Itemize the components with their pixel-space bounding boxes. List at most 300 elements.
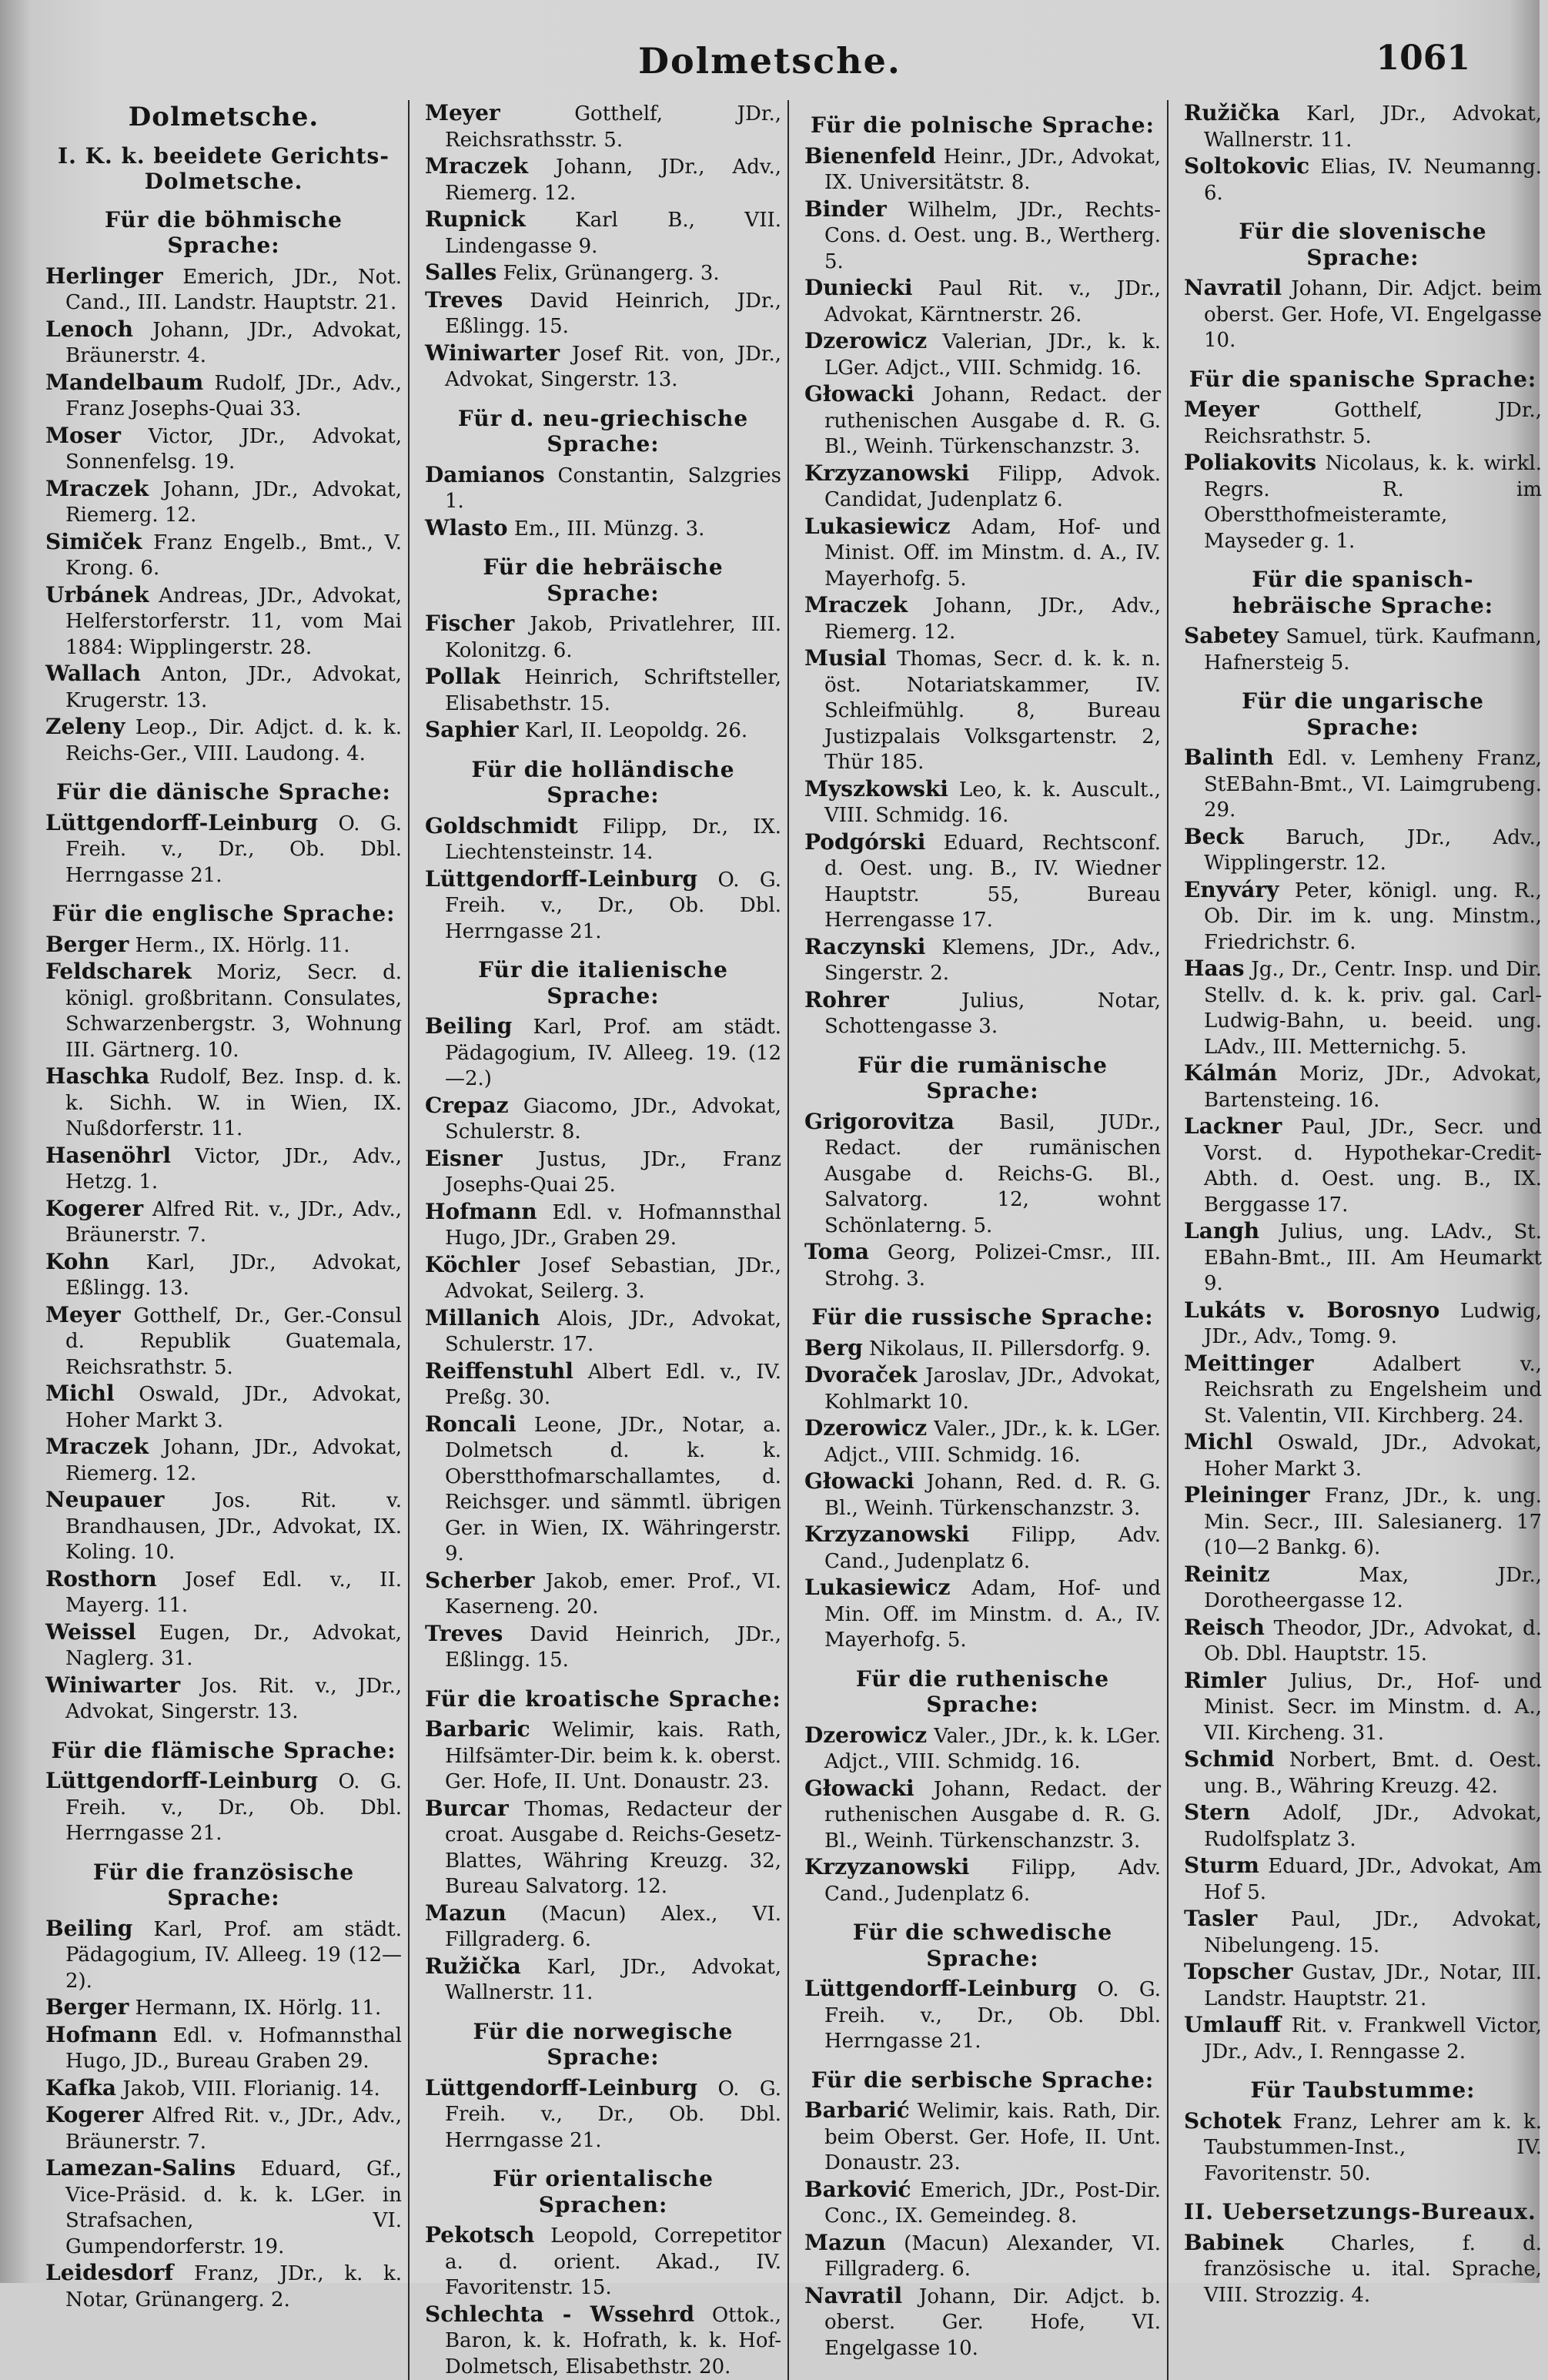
entry-name: Enyváry [1184, 877, 1279, 902]
entry-details: Basil, JUDr., Redact. der rumänischen Ausgabe d. Reichs-G. Bl., Salvatorg. 12, wohnt Schönlaterng. 5. [824, 1111, 1161, 1237]
directory-entry [804, 829, 1161, 934]
section-heading: Für die ungarische Sprache: [1184, 688, 1542, 740]
directory-entry [804, 776, 1161, 829]
entry-details: Nikolaus, II. Pillersdorfg. 9. [869, 1337, 1151, 1361]
entry-details: Wilhelm, JDr., Rechts-Cons. d. Oest. ung. B., Wertherg. 5. [824, 199, 1161, 273]
entry-details: O. G. Freih. v., Dr., Ob. Dbl. Herrngasse 21. [65, 812, 402, 887]
entry-details: Jg., Dr., Centr. Insp. und Dir. Stellv. d. k. k. priv. gal. Carl-Ludwig-Bahn, u. beeid. ung. LAdv., III. Metternichg. 5. [1204, 958, 1542, 1059]
entry-details: Karl, II. Leopoldg. 26. [525, 719, 747, 742]
entry-details: Baruch, JDr., Adv., Wipplingerstr. 12. [1204, 826, 1542, 875]
entry-name: Umlauff [1184, 2012, 1281, 2037]
entry-name: Feldscharek [45, 959, 192, 984]
entry-name: Damianos [425, 462, 545, 487]
entry-details: Felix, Grünangerg. 3. [503, 262, 719, 285]
entry-name: Navratil [804, 2283, 902, 2308]
entry-details: Johann, JDr., Advokat, Riemerg. 12. [65, 1436, 402, 1485]
entry-details: Em., III. Münzg. 3. [514, 517, 705, 541]
section-heading: Für Taubstumme: [1184, 2077, 1542, 2104]
entry-name: Mraczek [45, 476, 149, 501]
directory-entry [45, 714, 402, 767]
entry-name: Crepaz [425, 1093, 508, 1118]
directory-entry [1184, 1218, 1542, 1297]
entry-details: Karl, JDr., Advokat, Eßlingg. 13. [65, 1251, 402, 1300]
directory-entry [1184, 877, 1542, 956]
entry-details: Moriz, JDr., Advokat, Bartensteing. 16. [1204, 1063, 1542, 1112]
directory-entry [425, 287, 781, 340]
entry-name: Lukasiewicz [804, 1575, 951, 1600]
entry-details: Valerian, JDr., k. k. LGer. Adjct., VIII. Schmidg. 16. [824, 330, 1161, 380]
entry-details: Thomas, Redacteur der croat. Ausgabe d. Reichs-Gesetz-Blattes, Währing Kreuzg. 32, Bureau Salvatorg. 12. [445, 1798, 781, 1899]
entry-details: Elias, IV. Neumanng. 6. [1204, 156, 1542, 205]
entry-name: Michl [1184, 1429, 1253, 1454]
directory-entry [425, 611, 781, 664]
entry-name: Lüttgendorff-Leinburg [804, 1976, 1077, 2001]
entry-name: Musial [804, 645, 887, 671]
entry-details: Julius, Dr., Hof- und Minist. Secr. im Minstm. d. A., VII. Kircheng. 31. [1204, 1670, 1542, 1745]
directory-entry [425, 1305, 781, 1358]
directory-entry [804, 987, 1161, 1040]
directory-entry [804, 514, 1161, 593]
entry-name: Weissel [45, 1619, 136, 1645]
directory-entry [45, 1196, 402, 1249]
directory-entry [425, 664, 781, 717]
directory-entry [425, 1358, 781, 1411]
directory-entry [45, 1063, 402, 1143]
entry-name: Mazun [804, 2230, 886, 2255]
entry-name: Millanich [425, 1305, 540, 1331]
entry-details: Karl, Prof. am städt. Pädagogium, IV. Alleeg. 19. (12—2.) [445, 1016, 781, 1090]
page-title: Dolmetsche. [0, 40, 1540, 82]
page-number: 1061 [1376, 38, 1470, 78]
directory-entry [804, 1468, 1161, 1521]
entry-details: Gotthelf, JDr., Reichsrathstr. 5. [1204, 399, 1542, 448]
directory-entry [425, 100, 781, 153]
entry-name: Krzyzanowski [804, 1521, 969, 1547]
entry-name: Beiling [45, 1916, 132, 1941]
directory-entry [804, 592, 1161, 645]
entry-name: Pollak [425, 664, 500, 689]
entry-details: David Heinrich, JDr., Eßlingg. 15. [445, 290, 781, 339]
directory-entry [45, 529, 402, 582]
directory-entry [804, 328, 1161, 381]
entry-name: Michl [45, 1381, 115, 1406]
entry-details: Adalbert v., Reichsrath zu Engelsheim und St. Valentin, VII. Kirchberg. 24. [1204, 1353, 1542, 1428]
entry-details: Valer., JDr., k. k. LGer. Adjct., VIII. Schmidg. 16. [824, 1418, 1161, 1467]
directory-entry [45, 1768, 402, 1847]
entry-details: Emerich, JDr., Not. Cand., III. Landstr. Hauptstr. 21. [65, 266, 402, 315]
entry-name: Toma [804, 1239, 869, 1264]
entry-details: Karl, JDr., Advokat, Wallnerstr. 11. [1204, 102, 1542, 152]
section-heading: Für die slovenische Sprache: [1184, 219, 1542, 270]
section-heading: Für die spanische Sprache: [1184, 367, 1542, 393]
entry-name: Urbánek [45, 582, 149, 608]
entry-name: Pleininger [1184, 1482, 1310, 1508]
entry-details: Jakob, VIII. Florianig. 14. [122, 2077, 379, 2100]
entry-name: Barbaric [425, 1716, 530, 1742]
directory-entry [804, 143, 1161, 196]
entry-name: Haschka [45, 1063, 149, 1089]
entry-name: Babinek [1184, 2230, 1284, 2255]
entry-name: Grigorovitza [804, 1109, 955, 1134]
entry-details: Gotthelf, JDr., Reichsrathsstr. 5. [445, 102, 781, 152]
directory-entry [1184, 745, 1542, 824]
directory-entry [1184, 153, 1542, 206]
entry-details: Paul, JDr., Secr. und Vorst. d. Hypothekar-Credit-Abth. d. Oest. ung. B., IX. Berggasse 17. [1204, 1116, 1542, 1217]
directory-entry [1184, 1562, 1542, 1615]
entry-name: Balinth [1184, 745, 1274, 770]
section-heading: Für die spanisch-hebräische Sprache: [1184, 567, 1542, 618]
entry-name: Mazun [425, 1900, 507, 1926]
entry-details: Welimir, kais. Rath, Hilfsämter-Dir. beim k. k. oberst. Ger. Hofe, II. Unt. Donaustr. 23. [445, 1719, 781, 1793]
directory-entry [425, 340, 781, 393]
directory-entry [1184, 1113, 1542, 1218]
entry-details: Gotthelf, Dr., Ger.-Consul d. Republik Guatemala, Reichsrathstr. 5. [65, 1304, 402, 1379]
entry-name: Rosthorn [45, 1566, 157, 1592]
directory-entry [1184, 450, 1542, 554]
entry-details: O. G. Freih. v., Dr., Ob. Dbl. Herrngasse 21. [445, 869, 781, 943]
entry-name: Dzerowicz [804, 328, 927, 353]
entry-details: Karl, Prof. am städt. Pädagogium, IV. Alleeg. 19 (12—2). [65, 1918, 402, 1993]
entry-name: Goldschmidt [425, 813, 578, 839]
entry-details: Eugen, Dr., Advokat, Naglerg. 31. [65, 1622, 402, 1671]
directory-entry [1184, 623, 1542, 676]
directory-entry [45, 1434, 402, 1487]
entry-name: Winiwarter [425, 340, 560, 366]
column-3 [801, 100, 1169, 2380]
entry-name: Kohn [45, 1249, 109, 1274]
entry-details: Johann, JDr., Adv., Riemerg. 12. [445, 156, 781, 205]
directory-entry [425, 1621, 781, 1674]
entry-details: Paul Rit. v., JDr., Advokat, Kärntnerstr. 26. [824, 277, 1161, 326]
section-heading: Für die englische Sprache: [45, 901, 402, 927]
directory-entry [804, 2177, 1161, 2230]
directory-entry [1184, 1668, 1542, 1747]
entry-details: Jakob, emer. Prof., VI. Kaserneng. 20. [445, 1570, 781, 1619]
section-heading: Für die böhmische Sprache: [45, 207, 402, 259]
entry-name: Myszkowski [804, 776, 948, 802]
entry-name: Rohrer [804, 987, 889, 1013]
directory-entry [45, 2260, 402, 2313]
directory-entry [425, 1411, 781, 1568]
entry-name: Navratil [1184, 275, 1282, 300]
directory-entry [425, 515, 781, 543]
entry-name: Ružička [1184, 100, 1280, 126]
entry-details: Justus, JDr., Franz Josephs-Quai 25. [445, 1148, 781, 1197]
entry-details: Leop., Dir. Adjct. d. k. k. Reichs-Ger., VIII. Laudong. 4. [65, 716, 402, 765]
entry-name: Reiffenstuhl [425, 1358, 573, 1384]
directory-entry [1184, 1799, 1542, 1853]
entry-name: Wlasto [425, 515, 508, 541]
entry-name: Burcar [425, 1796, 509, 1821]
entry-details: Filipp, Dr., IX. Liechtensteinstr. 14. [445, 815, 781, 865]
directory-entry [425, 1199, 781, 1252]
entry-name: Lackner [1184, 1113, 1282, 1139]
entry-name: Berger [45, 932, 129, 957]
entry-name: Sturm [1184, 1853, 1259, 1878]
entry-name: Podgórski [804, 829, 925, 855]
directory-entry [45, 1143, 402, 1196]
entry-name: Eisner [425, 1146, 503, 1171]
entry-details: Adam, Hof- und Min. Off. im Minstm. d. A., IV. Mayerhofg. 5. [824, 1577, 1161, 1652]
entry-name: Schlechta - Wssehrd [425, 2301, 694, 2327]
entry-name: Rupnick [425, 206, 526, 232]
entry-details: (Macun) Alex., VI. Fillgraderg. 6. [445, 1903, 781, 1952]
directory-entry [45, 582, 402, 661]
entry-details: Emerich, JDr., Post-Dir. Conc., IX. Gemeindeg. 8. [824, 2179, 1161, 2228]
directory-entry [425, 1900, 781, 1953]
entry-details: Johann, JDr., Advokat, Bräunerstr. 4. [65, 319, 402, 368]
directory-entry [804, 2097, 1161, 2177]
entry-name: Sabetey [1184, 623, 1279, 648]
entry-name: Köchler [425, 1252, 520, 1277]
entry-details: Anton, JDr., Advokat, Krugerstr. 13. [65, 663, 402, 712]
column-2 [422, 100, 789, 2380]
entry-details: Franz, Lehrer am k. k. Taubstummen-Inst., IV. Favoritenstr. 50. [1204, 2111, 1542, 2185]
entry-name: Tasler [1184, 1906, 1257, 1931]
entry-details: Johann, JDr., Adv., Riemerg. 12. [824, 594, 1161, 644]
directory-entry [425, 1093, 781, 1146]
entry-details: Rudolf, Bez. Insp. d. k. k. Sichh. W. in Wien, IX. Nußdorferstr. 11. [65, 1066, 402, 1140]
entry-details: Welimir, kais. Rath, Dir. beim Oberst. Ger. Hofe, II. Unt. Donaustr. 23. [824, 2100, 1161, 2174]
directory-entry [1184, 100, 1542, 153]
entry-details: Paul, JDr., Advokat, Nibelungeng. 15. [1204, 1908, 1542, 1957]
directory-entry [425, 1568, 781, 1621]
entry-details: Johann, Dir. Adjct. beim oberst. Ger. Hofe, VI. Engelgasse 10. [1204, 277, 1542, 352]
directory-entry [1184, 1297, 1542, 1351]
entry-name: Berger [45, 1994, 129, 2020]
entry-details: Andreas, JDr., Advokat, Helferstorferstr. 11, vom Mai 1884: Wipplingerstr. 28. [65, 584, 402, 659]
entry-details: Heinr., JDr., Advokat, IX. Universitätstr. 8. [824, 146, 1161, 195]
entry-name: Kálmán [1184, 1060, 1277, 1086]
entry-name: Mraczek [45, 1434, 149, 1459]
directory-entry [45, 1381, 402, 1434]
entry-details: Klemens, JDr., Adv., Singerstr. 2. [824, 936, 1161, 986]
entry-details: Johann, Redact. der ruthenischen Ausgabe d. R. G. Bl., Weinh. Türkenschanzstr. 3. [824, 383, 1161, 458]
entry-name: Herlinger [45, 263, 163, 289]
directory-entry [804, 1976, 1161, 2055]
entry-details: Adolf, JDr., Advokat, Rudolfsplatz 3. [1204, 1802, 1542, 1851]
entry-name: Winiwarter [45, 1672, 180, 1698]
section-heading: Für die kroatische Sprache: [425, 1686, 781, 1712]
entry-details: Georg, Polizei-Cmsr., III. Strohg. 3. [824, 1241, 1161, 1290]
entry-details: Eduard, Gf., Vice-Präsid. d. k. k. LGer. in Strafsachen, VI. Gumpendorferstr. 19. [65, 2157, 402, 2258]
directory-entry [1184, 1060, 1542, 1113]
entry-details: Thomas, Secr. d. k. k. n. öst. Notariatskammer, IV. Schleifmühlg. 8, Bureau Justizpalais Volksgartenstr. 2, Thür 185. [824, 648, 1161, 774]
section-heading: Für die flämische Sprache: [45, 1738, 402, 1764]
entry-name: Kafka [45, 2075, 116, 2100]
directory-entry [45, 661, 402, 714]
directory-entry [425, 1796, 781, 1900]
entry-name: Poliakovits [1184, 450, 1316, 475]
entry-details: Albert Edl. v., IV. Preßg. 30. [445, 1361, 781, 1410]
entry-name: Schmid [1184, 1746, 1274, 1772]
entry-details: Charles, f. d. französische u. ital. Sprache, VIII. Strozzig. 4. [1204, 2232, 1542, 2307]
entry-details: Constantin, Salzgries 1. [445, 464, 781, 514]
entry-name: Berg [804, 1335, 863, 1361]
section-heading: Für die hebräische Sprache: [425, 554, 781, 606]
directory-entry [1184, 275, 1542, 354]
entry-name: Dvoraček [804, 1362, 917, 1387]
directory-entry [804, 1521, 1161, 1575]
entry-details: Moriz, Secr. d. königl. großbritann. Consulates, Schwarzenbergstr. 3, Wohnung III. Gärtnerg. 10. [65, 961, 402, 1062]
directory-entry [425, 1013, 781, 1093]
directory-entry [1184, 1853, 1542, 1906]
entry-name: Lenoch [45, 316, 133, 342]
directory-entry [804, 1776, 1161, 1855]
entry-name: Lüttgendorff-Leinburg [45, 1768, 318, 1793]
directory-entry [45, 263, 402, 316]
entry-name: Krzyzanowski [804, 460, 969, 486]
entry-details: Johann, JDr., Advokat, Riemerg. 12. [65, 478, 402, 527]
entry-details: O. G. Freih. v., Dr., Ob. Dbl. Herrngasse 21. [65, 1770, 402, 1845]
directory-entry [425, 717, 781, 745]
entry-details: Leone, JDr., Notar, a. Dolmetsch d. k. k. Oberstthofmarschallamtes, d. Reichsger. und sämmtl. übrigen Ger. in Wien, IX. Währingerstr. 9. [445, 1414, 781, 1566]
directory-entry [45, 370, 402, 423]
entry-name: Topscher [1184, 1959, 1293, 1984]
directory-entry [425, 2075, 781, 2154]
section-heading: Für die rumänische Sprache: [804, 1053, 1161, 1104]
directory-entry [804, 1575, 1161, 1654]
entry-name: Salles [425, 259, 496, 285]
directory-entry [1184, 824, 1542, 877]
directory-entry [425, 206, 781, 259]
entry-name: Zeleny [45, 714, 125, 739]
entry-details: Max, JDr., Dorotheergasse 12. [1204, 1564, 1542, 1613]
directory-entry [45, 1672, 402, 1726]
entry-details: Johann, Redact. der ruthenischen Ausgabe d. R. G. Bl., Weinh. Türkenschanzstr. 3. [824, 1778, 1161, 1853]
entry-details: Alois, JDr., Advokat, Schulerstr. 17. [445, 1307, 781, 1357]
entry-name: Lüttgendorff-Leinburg [425, 866, 697, 892]
entry-name: Barković [804, 2177, 911, 2202]
section-heading: Für die serbische Sprache: [804, 2067, 1161, 2094]
directory-entry [1184, 1482, 1542, 1562]
entry-details: Filipp, Advok. Candidat, Judenplatz 6. [824, 463, 1161, 512]
entry-name: Rimler [1184, 1668, 1266, 1693]
column-4 [1181, 100, 1548, 2380]
section-heading: Für die holländische Sprache: [425, 757, 781, 808]
directory-entry [1184, 2230, 1542, 2309]
entry-name: Langh [1184, 1218, 1259, 1244]
entry-name: Neupauer [45, 1487, 164, 1512]
directory-entry [804, 1362, 1161, 1415]
entry-name: Barbarić [804, 2097, 910, 2123]
entry-name: Lukáts v. Borosnyo [1184, 1297, 1439, 1323]
directory-entry [1184, 1351, 1542, 1430]
directory-entry [1184, 1746, 1542, 1799]
entry-name: Leidesdorf [45, 2260, 173, 2285]
column-1 [42, 100, 410, 2380]
directory-entry [425, 1146, 781, 1199]
entry-details: Samuel, türk. Kaufmann, Hafnersteig 5. [1204, 625, 1542, 675]
entry-details: Oswald, JDr., Advokat, Hoher Markt 3. [1204, 1431, 1542, 1481]
entry-name: Raczynski [804, 934, 925, 959]
entry-name: Lamezan-Salins [45, 2155, 236, 2181]
directory-entry [425, 1953, 781, 2007]
entry-details: Franz Engelb., Bmt., V. Krong. 6. [65, 531, 402, 581]
directory-entry [804, 460, 1161, 514]
entry-details: Theodor, JDr., Advokat, d. Ob. Dbl. Hauptstr. 15. [1204, 1617, 1542, 1666]
directory-entry [45, 1487, 402, 1566]
entry-details: Victor, JDr., Advokat, Sonnenfelsg. 19. [65, 425, 402, 474]
entry-details: O. G. Freih. v., Dr., Ob. Dbl. Herrngasse 21. [824, 1978, 1161, 2053]
entry-details: Gustav, JDr., Notar, III. Landstr. Hauptstr. 21. [1204, 1961, 1542, 2010]
section-heading: Für die italienische Sprache: [425, 957, 781, 1009]
entry-name: Dzerowicz [804, 1722, 927, 1748]
directory-entry [1184, 1429, 1542, 1482]
entry-details: Leo, k. k. Auscult., VIII. Schmidg. 16. [824, 778, 1161, 828]
directory-entry [45, 2102, 402, 2155]
entry-details: Norbert, Bmt. d. Oest. ung. B., Währing Kreuzg. 42. [1204, 1749, 1542, 1798]
entry-name: Dzerowicz [804, 1415, 927, 1441]
entry-details: Herm., IX. Hörlg. 11. [135, 934, 350, 957]
directory-entry [804, 381, 1161, 460]
entry-name: Głowacki [804, 1776, 914, 1801]
directory-entry [804, 1415, 1161, 1468]
entry-details: Heinrich, Schriftsteller, Elisabethstr. 15. [445, 666, 781, 715]
entry-name: Meyer [45, 1302, 121, 1327]
entry-details: Jaroslav, JDr., Advokat, Kohlmarkt 10. [824, 1364, 1161, 1414]
entry-name: Beck [1184, 824, 1244, 849]
entry-details: Alfred Rit. v., JDr., Adv., Bräunerstr. 7. [65, 1198, 402, 1247]
directory-entry [804, 645, 1161, 776]
entry-name: Lüttgendorff-Leinburg [425, 2075, 697, 2100]
entry-details: Karl, JDr., Advokat, Wallnerstr. 11. [445, 1956, 781, 2005]
entry-name: Lüttgendorff-Leinburg [45, 810, 318, 835]
directory-entry [45, 2155, 402, 2260]
directory-entry [804, 275, 1161, 328]
entry-name: Hasenöhrl [45, 1143, 171, 1168]
directory-entry [45, 2075, 402, 2103]
entry-name: Meittinger [1184, 1351, 1313, 1376]
entry-name: Lukasiewicz [804, 514, 951, 539]
directory-entry [45, 1619, 402, 1672]
directory-entry [1184, 1906, 1542, 1959]
directory-entry [45, 423, 402, 476]
directory-entry [425, 866, 781, 946]
directory-entry [45, 959, 402, 1063]
entry-name: Scherber [425, 1568, 534, 1593]
entry-name: Binder [804, 196, 887, 222]
directory-entry [45, 1566, 402, 1619]
entry-details: Josef Sebastian, JDr., Advokat, Seilerg. 3. [445, 1254, 781, 1304]
directory-entry [1184, 956, 1542, 1060]
directory-entry [425, 2301, 781, 2380]
entry-name: Schotek [1184, 2108, 1281, 2134]
entry-details: Karl B., VII. Lindengasse 9. [445, 209, 781, 258]
directory-entry [1184, 397, 1542, 450]
entry-details: Filipp, Adv. Cand., Judenplatz 6. [824, 1524, 1161, 1573]
entry-name: Bienenfeld [804, 143, 936, 169]
directory-entry [425, 153, 781, 206]
directory-entry [804, 196, 1161, 276]
entry-details: Victor, JDr., Adv., Hetzg. 1. [65, 1145, 402, 1194]
entry-details: Edl. v. Hofmannsthal Hugo, JDr., Graben 29. [445, 1201, 781, 1250]
entry-name: Reinitz [1184, 1562, 1270, 1587]
entry-name: Głowacki [804, 381, 914, 407]
entry-details: Oswald, JDr., Advokat, Hoher Markt 3. [65, 1383, 402, 1432]
entry-details: Ludwig, JDr., Adv., Tomg. 9. [1204, 1300, 1542, 1349]
entry-details: Julius, Notar, Schottengasse 3. [824, 989, 1161, 1039]
directory-entry [45, 1249, 402, 1302]
section-heading: Für die russische Sprache: [804, 1304, 1161, 1331]
entry-name: Beiling [425, 1013, 512, 1039]
directory-entry [1184, 1615, 1542, 1668]
entry-name: Haas [1184, 956, 1245, 981]
directory-entry [804, 2230, 1161, 2283]
entry-name: Roncali [425, 1411, 517, 1437]
entry-name: Głowacki [804, 1468, 914, 1494]
directory-entry [804, 1335, 1161, 1363]
